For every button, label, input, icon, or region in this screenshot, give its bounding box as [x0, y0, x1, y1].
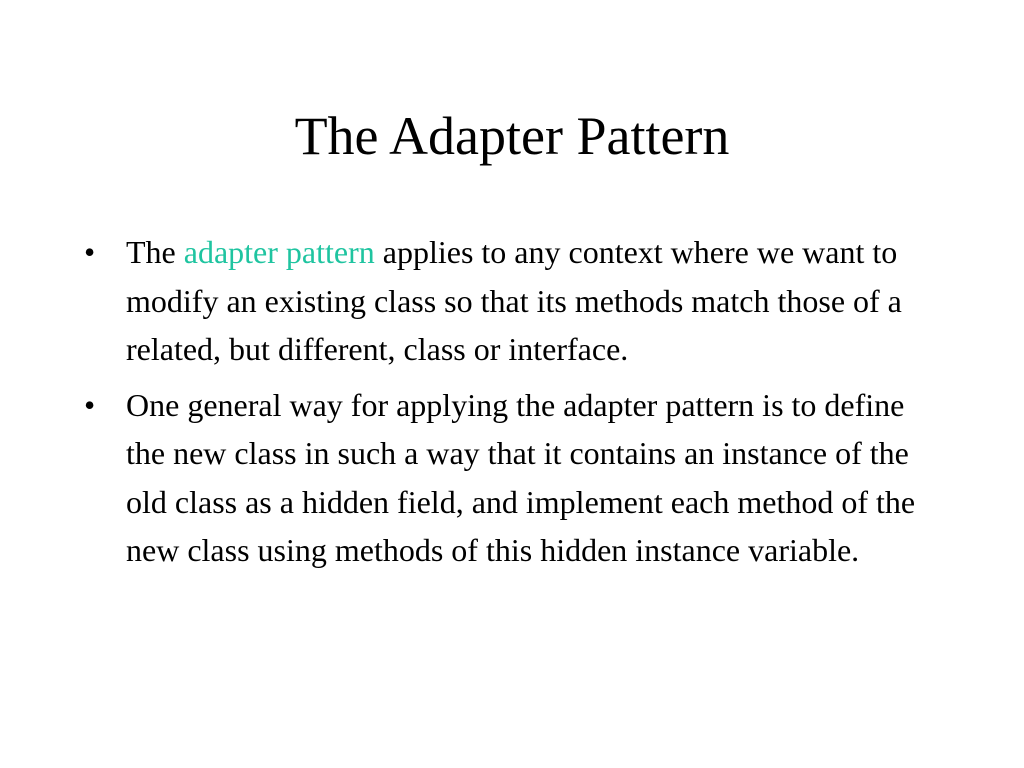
bullet-list	[84, 228, 944, 582]
bullet-item-2	[84, 381, 944, 575]
bullet-2-text: One general way for applying the adapter pattern is to define the new class in such a way that it contains an instance of the old class as a hidden field, and implement each method of the new class using methods of this hidden instance variable.	[126, 386, 916, 568]
bullet-icon: •	[84, 234, 96, 270]
bullet-1-rest: applies to any context where we want to modify an existing class so that its methods match those of a related, but different, class or interface.	[126, 234, 902, 367]
bullet-1-lead: The	[126, 234, 184, 270]
adapter-pattern-term: adapter pattern	[183, 234, 375, 270]
slide-title: The Adapter Pattern	[294, 106, 730, 166]
bullet-item-1	[84, 228, 944, 374]
bullet-icon: •	[84, 386, 96, 423]
